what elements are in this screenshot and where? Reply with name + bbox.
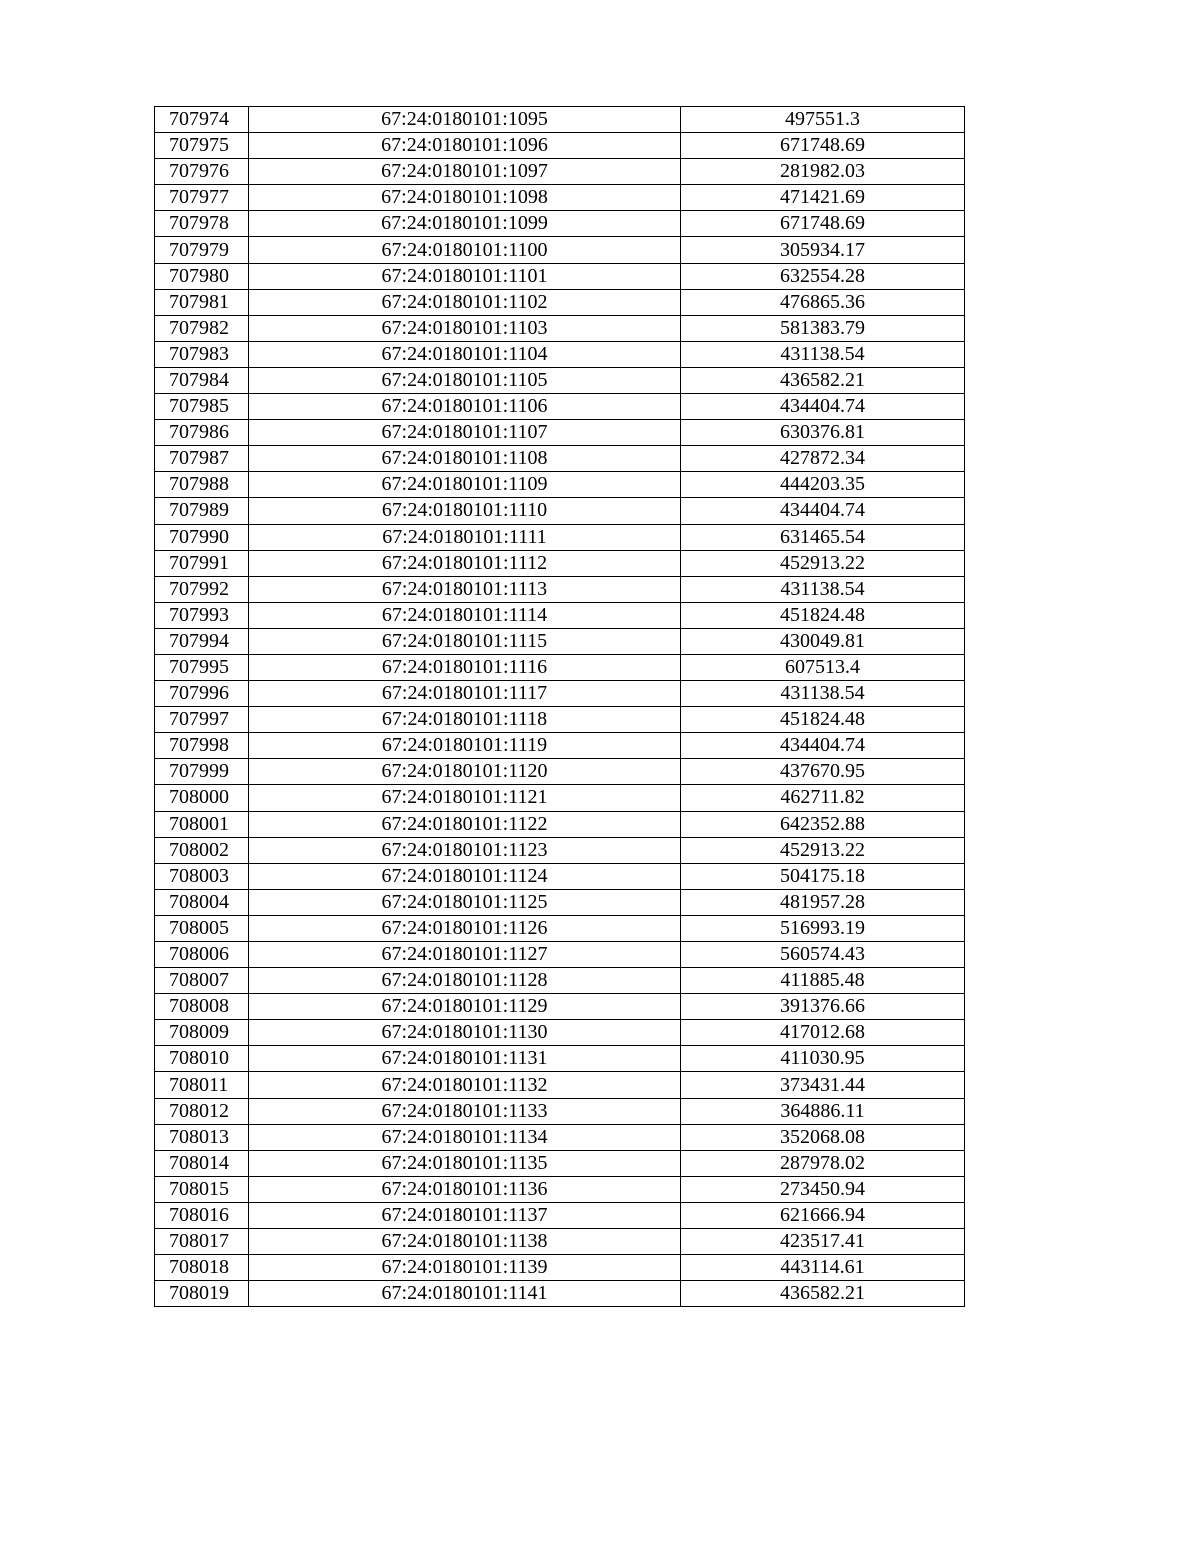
row-number-cell: 707976 (155, 159, 249, 185)
table-row (155, 1229, 965, 1255)
cadastral-number-cell: 67:24:0180101:1115 (249, 628, 681, 654)
cadastral-value-cell: 444203.35 (681, 472, 965, 498)
cadastral-number-cell: 67:24:0180101:1112 (249, 550, 681, 576)
cadastral-number-cell: 67:24:0180101:1123 (249, 837, 681, 863)
table-row (155, 863, 965, 889)
cadastral-number-cell: 67:24:0180101:1126 (249, 915, 681, 941)
cadastral-value-table (154, 106, 965, 1307)
row-number-cell: 708001 (155, 811, 249, 837)
table-row (155, 550, 965, 576)
table-row (155, 889, 965, 915)
table-row (155, 289, 965, 315)
cadastral-number-cell: 67:24:0180101:1134 (249, 1124, 681, 1150)
row-number-cell: 707991 (155, 550, 249, 576)
table-row (155, 1176, 965, 1202)
table-row (155, 133, 965, 159)
table-row (155, 1150, 965, 1176)
row-number-cell: 707996 (155, 681, 249, 707)
cadastral-value-cell: 434404.74 (681, 498, 965, 524)
cadastral-value-cell: 632554.28 (681, 263, 965, 289)
cadastral-value-cell: 373431.44 (681, 1072, 965, 1098)
table-row (155, 185, 965, 211)
cadastral-number-cell: 67:24:0180101:1107 (249, 420, 681, 446)
cadastral-value-cell: 481957.28 (681, 889, 965, 915)
row-number-cell: 707986 (155, 420, 249, 446)
row-number-cell: 707979 (155, 237, 249, 263)
table-row (155, 707, 965, 733)
row-number-cell: 707981 (155, 289, 249, 315)
table-row (155, 159, 965, 185)
cadastral-value-cell: 452913.22 (681, 837, 965, 863)
cadastral-value-cell: 560574.43 (681, 942, 965, 968)
table-row (155, 1255, 965, 1281)
table-row (155, 367, 965, 393)
cadastral-value-cell: 430049.81 (681, 628, 965, 654)
cadastral-number-cell: 67:24:0180101:1111 (249, 524, 681, 550)
table-row (155, 1124, 965, 1150)
table-row (155, 1072, 965, 1098)
cadastral-number-cell: 67:24:0180101:1101 (249, 263, 681, 289)
row-number-cell: 708019 (155, 1281, 249, 1307)
table-row (155, 785, 965, 811)
table-body (155, 107, 965, 1307)
cadastral-number-cell: 67:24:0180101:1120 (249, 759, 681, 785)
row-number-cell: 708008 (155, 994, 249, 1020)
table-row (155, 341, 965, 367)
cadastral-value-cell: 497551.3 (681, 107, 965, 133)
cadastral-value-cell: 451824.48 (681, 707, 965, 733)
table-row (155, 211, 965, 237)
cadastral-number-cell: 67:24:0180101:1129 (249, 994, 681, 1020)
table-row (155, 681, 965, 707)
row-number-cell: 707992 (155, 576, 249, 602)
cadastral-value-cell: 581383.79 (681, 315, 965, 341)
cadastral-value-cell: 504175.18 (681, 863, 965, 889)
row-number-cell: 707990 (155, 524, 249, 550)
row-number-cell: 707977 (155, 185, 249, 211)
cadastral-number-cell: 67:24:0180101:1124 (249, 863, 681, 889)
cadastral-value-cell: 631465.54 (681, 524, 965, 550)
cadastral-number-cell: 67:24:0180101:1102 (249, 289, 681, 315)
cadastral-number-cell: 67:24:0180101:1121 (249, 785, 681, 811)
cadastral-value-cell: 437670.95 (681, 759, 965, 785)
row-number-cell: 707983 (155, 341, 249, 367)
cadastral-number-cell: 67:24:0180101:1099 (249, 211, 681, 237)
row-number-cell: 708006 (155, 942, 249, 968)
cadastral-value-cell: 431138.54 (681, 681, 965, 707)
table-row (155, 915, 965, 941)
cadastral-number-cell: 67:24:0180101:1104 (249, 341, 681, 367)
table-row (155, 628, 965, 654)
cadastral-number-cell: 67:24:0180101:1141 (249, 1281, 681, 1307)
table-row (155, 576, 965, 602)
cadastral-value-cell: 305934.17 (681, 237, 965, 263)
row-number-cell: 707993 (155, 602, 249, 628)
cadastral-number-cell: 67:24:0180101:1118 (249, 707, 681, 733)
cadastral-value-cell: 427872.34 (681, 446, 965, 472)
row-number-cell: 708009 (155, 1020, 249, 1046)
table-row (155, 602, 965, 628)
cadastral-value-cell: 364886.11 (681, 1098, 965, 1124)
cadastral-number-cell: 67:24:0180101:1095 (249, 107, 681, 133)
cadastral-value-cell: 452913.22 (681, 550, 965, 576)
row-number-cell: 707984 (155, 367, 249, 393)
table-row (155, 394, 965, 420)
cadastral-number-cell: 67:24:0180101:1132 (249, 1072, 681, 1098)
cadastral-value-cell: 607513.4 (681, 654, 965, 680)
table-row (155, 837, 965, 863)
row-number-cell: 707994 (155, 628, 249, 654)
row-number-cell: 708004 (155, 889, 249, 915)
table-row (155, 446, 965, 472)
cadastral-number-cell: 67:24:0180101:1106 (249, 394, 681, 420)
cadastral-number-cell: 67:24:0180101:1116 (249, 654, 681, 680)
table-row (155, 994, 965, 1020)
row-number-cell: 707988 (155, 472, 249, 498)
row-number-cell: 707975 (155, 133, 249, 159)
cadastral-number-cell: 67:24:0180101:1139 (249, 1255, 681, 1281)
cadastral-number-cell: 67:24:0180101:1108 (249, 446, 681, 472)
cadastral-value-cell: 671748.69 (681, 133, 965, 159)
table-row (155, 942, 965, 968)
table-row (155, 759, 965, 785)
table-row (155, 420, 965, 446)
row-number-cell: 708007 (155, 968, 249, 994)
table-row (155, 1281, 965, 1307)
row-number-cell: 708003 (155, 863, 249, 889)
row-number-cell: 707980 (155, 263, 249, 289)
cadastral-value-cell: 417012.68 (681, 1020, 965, 1046)
cadastral-value-cell: 436582.21 (681, 367, 965, 393)
row-number-cell: 707987 (155, 446, 249, 472)
table-row (155, 1098, 965, 1124)
row-number-cell: 707998 (155, 733, 249, 759)
cadastral-number-cell: 67:24:0180101:1113 (249, 576, 681, 602)
cadastral-value-cell: 671748.69 (681, 211, 965, 237)
cadastral-number-cell: 67:24:0180101:1098 (249, 185, 681, 211)
row-number-cell: 708014 (155, 1150, 249, 1176)
cadastral-number-cell: 67:24:0180101:1128 (249, 968, 681, 994)
cadastral-value-cell: 471421.69 (681, 185, 965, 211)
cadastral-number-cell: 67:24:0180101:1125 (249, 889, 681, 915)
table-row (155, 472, 965, 498)
row-number-cell: 707978 (155, 211, 249, 237)
cadastral-value-cell: 434404.74 (681, 733, 965, 759)
cadastral-number-cell: 67:24:0180101:1110 (249, 498, 681, 524)
cadastral-number-cell: 67:24:0180101:1137 (249, 1202, 681, 1228)
cadastral-number-cell: 67:24:0180101:1138 (249, 1229, 681, 1255)
table-row (155, 733, 965, 759)
table-row (155, 1020, 965, 1046)
table-row (155, 107, 965, 133)
row-number-cell: 708010 (155, 1046, 249, 1072)
row-number-cell: 707989 (155, 498, 249, 524)
row-number-cell: 708000 (155, 785, 249, 811)
cadastral-number-cell: 67:24:0180101:1097 (249, 159, 681, 185)
cadastral-value-cell: 462711.82 (681, 785, 965, 811)
cadastral-value-cell: 621666.94 (681, 1202, 965, 1228)
cadastral-value-cell: 281982.03 (681, 159, 965, 185)
cadastral-value-cell: 443114.61 (681, 1255, 965, 1281)
table-row (155, 498, 965, 524)
row-number-cell: 707999 (155, 759, 249, 785)
row-number-cell: 708016 (155, 1202, 249, 1228)
row-number-cell: 707982 (155, 315, 249, 341)
cadastral-number-cell: 67:24:0180101:1109 (249, 472, 681, 498)
row-number-cell: 707985 (155, 394, 249, 420)
table-row (155, 315, 965, 341)
cadastral-number-cell: 67:24:0180101:1100 (249, 237, 681, 263)
cadastral-value-cell: 516993.19 (681, 915, 965, 941)
cadastral-number-cell: 67:24:0180101:1119 (249, 733, 681, 759)
row-number-cell: 707997 (155, 707, 249, 733)
cadastral-number-cell: 67:24:0180101:1133 (249, 1098, 681, 1124)
cadastral-number-cell: 67:24:0180101:1105 (249, 367, 681, 393)
cadastral-value-cell: 451824.48 (681, 602, 965, 628)
row-number-cell: 707974 (155, 107, 249, 133)
cadastral-value-cell: 431138.54 (681, 341, 965, 367)
cadastral-value-cell: 391376.66 (681, 994, 965, 1020)
row-number-cell: 708015 (155, 1176, 249, 1202)
table-row (155, 1046, 965, 1072)
table-row (155, 654, 965, 680)
cadastral-number-cell: 67:24:0180101:1122 (249, 811, 681, 837)
row-number-cell: 708011 (155, 1072, 249, 1098)
cadastral-number-cell: 67:24:0180101:1130 (249, 1020, 681, 1046)
row-number-cell: 708018 (155, 1255, 249, 1281)
cadastral-value-cell: 411885.48 (681, 968, 965, 994)
cadastral-value-cell: 436582.21 (681, 1281, 965, 1307)
cadastral-value-cell: 434404.74 (681, 394, 965, 420)
cadastral-number-cell: 67:24:0180101:1136 (249, 1176, 681, 1202)
row-number-cell: 708002 (155, 837, 249, 863)
cadastral-number-cell: 67:24:0180101:1117 (249, 681, 681, 707)
cadastral-value-cell: 642352.88 (681, 811, 965, 837)
cadastral-value-cell: 352068.08 (681, 1124, 965, 1150)
cadastral-number-cell: 67:24:0180101:1114 (249, 602, 681, 628)
row-number-cell: 708005 (155, 915, 249, 941)
table-row (155, 1202, 965, 1228)
cadastral-value-cell: 476865.36 (681, 289, 965, 315)
row-number-cell: 708017 (155, 1229, 249, 1255)
table-row (155, 524, 965, 550)
cadastral-number-cell: 67:24:0180101:1127 (249, 942, 681, 968)
table-row (155, 811, 965, 837)
cadastral-value-cell: 630376.81 (681, 420, 965, 446)
cadastral-number-cell: 67:24:0180101:1131 (249, 1046, 681, 1072)
row-number-cell: 708013 (155, 1124, 249, 1150)
cadastral-value-cell: 273450.94 (681, 1176, 965, 1202)
table-row (155, 237, 965, 263)
table-row (155, 263, 965, 289)
cadastral-number-cell: 67:24:0180101:1096 (249, 133, 681, 159)
cadastral-value-cell: 411030.95 (681, 1046, 965, 1072)
table-row (155, 968, 965, 994)
cadastral-value-cell: 431138.54 (681, 576, 965, 602)
cadastral-number-cell: 67:24:0180101:1135 (249, 1150, 681, 1176)
cadastral-value-cell: 287978.02 (681, 1150, 965, 1176)
row-number-cell: 708012 (155, 1098, 249, 1124)
cadastral-value-cell: 423517.41 (681, 1229, 965, 1255)
row-number-cell: 707995 (155, 654, 249, 680)
cadastral-number-cell: 67:24:0180101:1103 (249, 315, 681, 341)
